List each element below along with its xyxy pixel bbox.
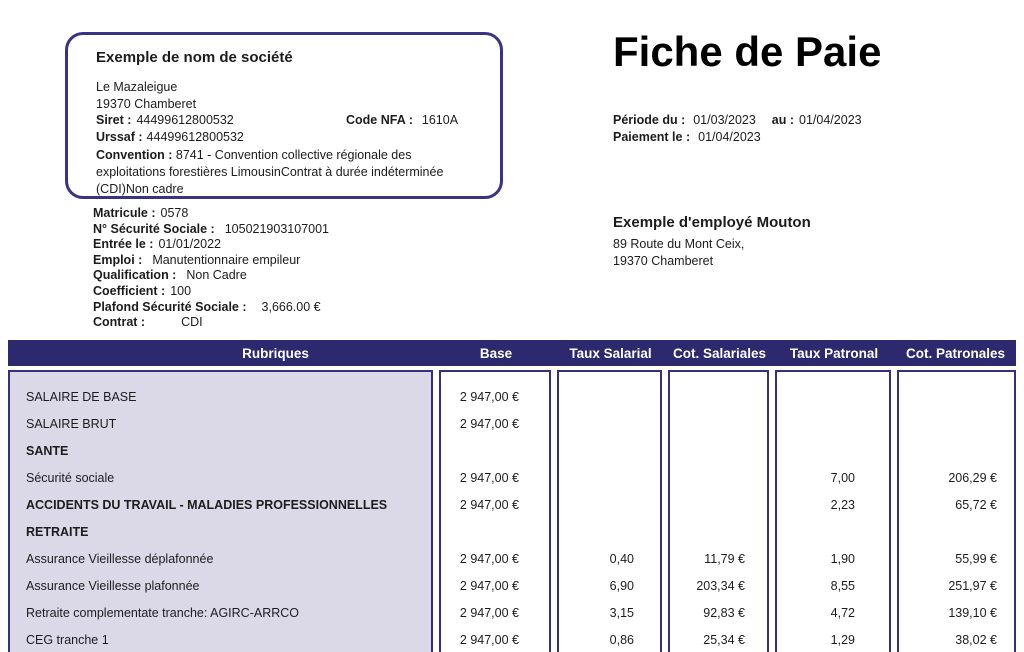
base-cell [441,438,549,465]
cot-salariales-cell [670,492,767,519]
rubrique-cell: Assurance Vieillesse déplafonnée [26,552,214,566]
taux-patronal-cell: 1,90 [830,552,855,566]
detail-label: N° Sécurité Sociale : [93,221,215,236]
employee-details-block [93,206,329,331]
detail-value: 100 [170,283,192,298]
cot-salariales-cell: 25,34 € [703,633,745,647]
taux-patronal-cell: 1,29 [830,633,855,647]
rubrique-cell: RETRAITE [26,525,89,539]
urssaf-label: Urssaf : [96,129,143,144]
cot-patronales-cell [899,519,1014,546]
rubrique-cell: ACCIDENTS DU TRAVAIL - MALADIES PROFESSIONNELLES [26,498,388,512]
detail-numero-securite-sociale [93,222,329,238]
cot-salariales-cell [670,438,767,465]
detail-label: Coefficient : [93,283,166,298]
period-du-value: 01/03/2023 [693,113,756,127]
column-cot-salariales [668,370,769,652]
taux-salarial-cell: 0,40 [609,552,634,566]
base-cell: 2 947,00 € [459,390,519,404]
company-address-line2: 19370 Chamberet [96,96,197,111]
detail-label: Contrat : [93,315,146,330]
cot-salariales-cell: 203,34 € [696,579,745,593]
base-cell: 2 947,00 € [459,633,519,647]
base-cell: 2 947,00 € [459,606,519,620]
cot-patronales-cell: 38,02 € [955,633,997,647]
taux-patronal-cell: 4,72 [830,606,855,620]
page-title: Fiche de Paie [613,28,882,75]
detail-label: Entrée le : [93,237,154,252]
taux-patronal-cell: 7,00 [830,471,855,485]
company-convention [96,147,484,198]
base-cell: 2 947,00 € [459,471,519,485]
cot-patronales-cell: 55,99 € [955,552,997,566]
payment-value: 01/04/2023 [698,130,761,144]
rubrique-cell: SALAIRE BRUT [26,417,117,431]
base-cell [441,519,549,546]
rubrique-cell: SALAIRE DE BASE [26,390,137,404]
taux-salarial-cell [559,438,660,465]
urssaf-value: 44499612800532 [146,129,244,144]
cot-patronales-cell: 65,72 € [955,498,997,512]
col-header-rubriques: Rubriques [242,345,309,361]
base-cell: 2 947,00 € [459,552,519,566]
taux-patronal-cell [777,438,889,465]
rubrique-cell: CEG tranche 1 [26,633,109,647]
detail-value: Manutentionnaire empileur [152,252,301,267]
detail-value: CDI [181,315,203,330]
base-cell: 2 947,00 € [459,498,519,512]
company-urssaf-line [96,129,474,146]
taux-patronal-cell [777,411,889,438]
taux-salarial-cell [559,519,660,546]
period-block [613,112,862,146]
detail-contrat [93,315,329,331]
col-header-taux-salarial: Taux Salarial [569,345,652,361]
detail-emploi [93,253,329,269]
column-cot-patronales [897,370,1016,652]
cot-salariales-cell [670,465,767,492]
column-rubriques [8,370,433,652]
detail-label: Qualification : [93,268,177,283]
detail-value: 3,666.00 € [261,299,321,314]
siret-label: Siret : [96,113,132,127]
convention-label: Convention : [96,148,173,162]
rubrique-cell: SANTE [26,444,69,458]
detail-plafond [93,300,329,316]
rubrique-cell: Retraite complementate tranche: AGIRC-ARRCO [26,606,300,620]
payment-label: Paiement le : [613,130,691,144]
rubrique-cell: Sécurité sociale [26,471,115,485]
taux-salarial-cell: 6,90 [609,579,634,593]
taux-patronal-cell [777,519,889,546]
cot-patronales-cell: 251,97 € [948,579,997,593]
detail-value: 105021903107001 [224,221,329,236]
code-nfa-value: 1610A [421,113,459,127]
company-info-box [65,32,503,199]
taux-salarial-cell [559,411,660,438]
cot-salariales-cell [670,519,767,546]
pay-table-body [8,370,1016,652]
taux-patronal-cell [777,384,889,411]
col-header-cot-salariales: Cot. Salariales [672,345,767,361]
taux-salarial-cell: 0,86 [609,633,634,647]
company-address-line1: Le Mazaleigue [96,80,178,94]
convention-value: 8741 - Convention collective régionale des exploitations forestières LimousinContrat à durée indéterminée (CDI)Non cadre [96,148,444,196]
cot-patronales-cell [899,384,1014,411]
employee-address-block [613,214,811,269]
col-header-taux-patronal: Taux Patronal [789,345,879,361]
column-taux-salarial [557,370,662,652]
column-base [439,370,551,652]
taux-salarial-cell [559,384,660,411]
detail-value: 0578 [160,206,189,220]
period-du-label: Période du : [613,113,686,127]
cot-patronales-cell [899,438,1014,465]
period-au-label: au : [771,113,795,127]
employee-address-line2: 19370 Chamberet [613,253,714,268]
employee-address-line1: 89 Route du Mont Ceix, [613,237,745,251]
detail-value: 01/01/2022 [158,237,221,252]
column-taux-patronal [775,370,891,652]
detail-label: Emploi : [93,252,143,267]
cot-salariales-cell: 11,79 € [704,552,745,566]
col-header-base: Base [479,345,513,361]
taux-salarial-cell [559,492,660,519]
base-cell: 2 947,00 € [459,417,519,431]
company-name: Exemple de nom de société [96,49,293,66]
detail-label: Matricule : [93,206,156,220]
cot-salariales-cell [670,384,767,411]
taux-patronal-cell: 2,23 [830,498,855,512]
cot-patronales-cell [899,411,1014,438]
detail-coefficient [93,284,329,300]
detail-entree [93,237,329,253]
cot-salariales-cell: 92,83 € [703,606,745,620]
detail-value: Non Cadre [186,268,247,283]
base-cell: 2 947,00 € [459,579,519,593]
code-nfa-label: Code NFA : [346,113,413,127]
pay-table [8,340,1016,647]
taux-patronal-cell: 8,55 [830,579,855,593]
rubrique-cell: Assurance Vieillesse plafonnée [26,579,200,593]
payment-line [613,129,862,146]
col-header-cot-patronales: Cot. Patronales [905,345,1006,361]
taux-salarial-cell: 3,15 [609,606,634,620]
taux-salarial-cell [559,465,660,492]
company-siret-line [96,112,474,129]
cot-patronales-cell: 139,10 € [948,606,997,620]
siret-value: 44499612800532 [136,113,234,127]
employee-name: Exemple d'employé Mouton [613,214,811,231]
detail-qualification [93,268,329,284]
detail-matricule [93,206,329,222]
pay-table-header [8,340,1016,366]
period-au-value: 01/04/2023 [799,113,862,127]
cot-patronales-cell: 206,29 € [948,471,997,485]
period-line [613,112,862,129]
code-nfa [346,112,458,129]
cot-salariales-cell [670,411,767,438]
detail-label: Plafond Sécurité Sociale : [93,299,247,314]
